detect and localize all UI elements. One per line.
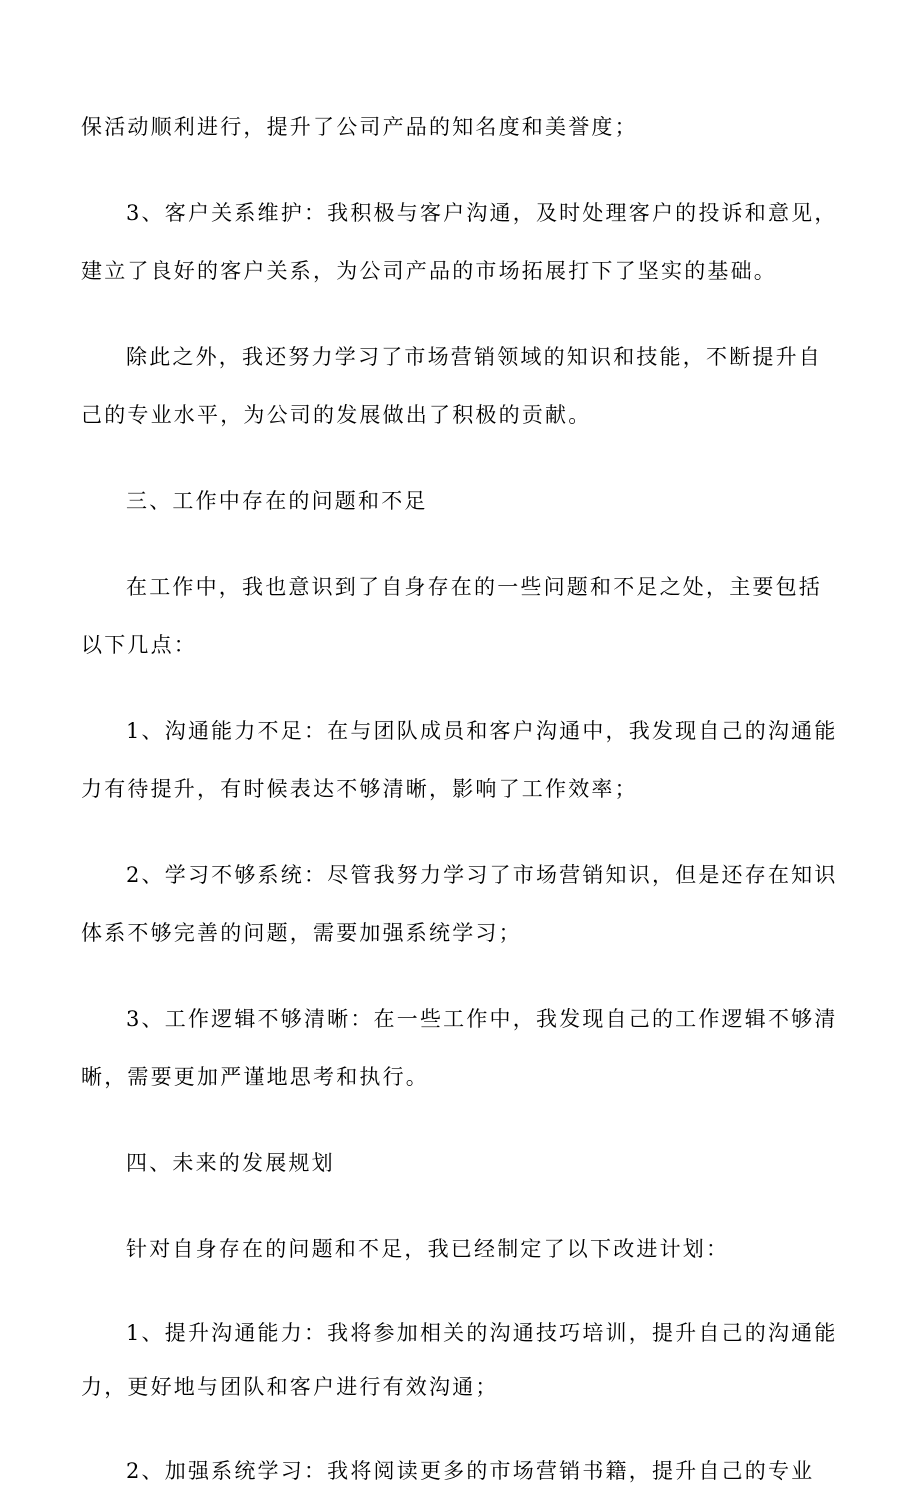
paragraph-8: 针对自身存在的问题和不足，我已经制定了以下改进计划： (126, 1237, 730, 1261)
paragraph-5: 1、沟通能力不足：在与团队成员和客户沟通中，我发现自己的沟通能力有待提升，有时候表达不够清晰，影响了工作效率； (81, 719, 838, 801)
paragraph-9: 1、提升沟通能力：我将参加相关的沟通技巧培训，提升自己的沟通能力，更好地与团队和客户进行有效沟通； (81, 1321, 838, 1399)
paragraph-2: 3、客户关系维护：我积极与客户沟通，及时处理客户的投诉和意见，建立了良好的客户关系，为公司产品的市场拓展打下了坚实的基础。 (81, 201, 838, 283)
paragraph-3: 除此之外，我还努力学习了市场营销领域的知识和技能，不断提升自己的专业水平，为公司的发展做出了积极的贡献。 (81, 345, 822, 427)
paragraph-10: 2、加强系统学习：我将阅读更多的市场营销书籍，提升自己的专业 (126, 1459, 815, 1483)
text-body (81, 98, 841, 1500)
section-heading-3: 三、工作中存在的问题和不足 (126, 489, 428, 513)
paragraph-1: 保活动顺利进行，提升了公司产品的知名度和美誉度； (81, 115, 638, 139)
paragraph-6: 2、学习不够系统：尽管我努力学习了市场营销知识，但是还存在知识体系不够完善的问题，需要加强系统学习； (81, 863, 838, 945)
paragraph-4: 在工作中，我也意识到了自身存在的一些问题和不足之处，主要包括以下几点： (81, 575, 822, 657)
section-heading-4: 四、未来的发展规划 (126, 1151, 335, 1175)
paragraph-7: 3、工作逻辑不够清晰：在一些工作中，我发现自己的工作逻辑不够清晰，需要更加严谨地思考和执行。 (81, 1007, 838, 1089)
